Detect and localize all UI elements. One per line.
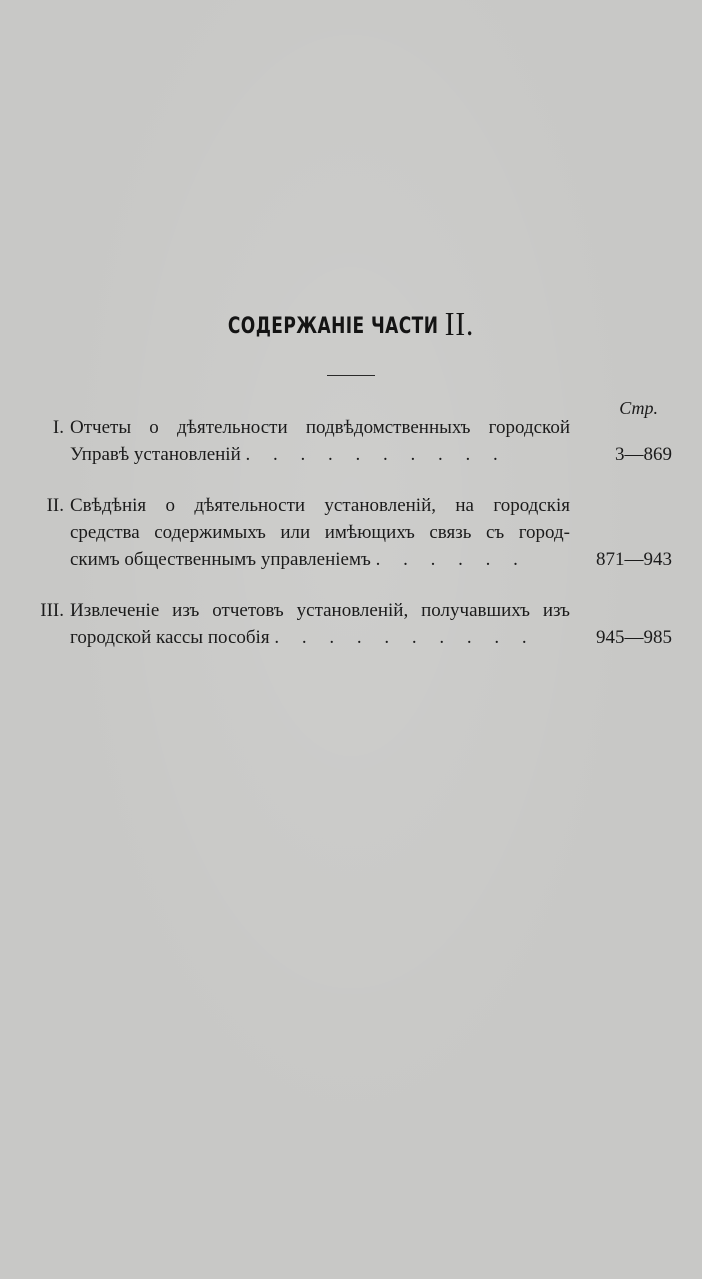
contents-heading-part-number: II. [444, 306, 475, 343]
toc-entry-title [70, 597, 570, 651]
toc-entry-title [70, 492, 570, 573]
dot-leaders: . . . . . . . . . . [245, 444, 507, 465]
toc-entry-pages: 945—985 [596, 627, 672, 648]
toc-entry-line: городской кассы пособія [70, 627, 270, 648]
contents-heading [49, 306, 653, 344]
toc-entry-title [70, 414, 570, 468]
toc-entry-line-with-leaders [70, 441, 570, 468]
toc-entry-line: скимъ общественнымъ управленіемъ [70, 549, 371, 570]
toc-entry-number: I. [52, 417, 64, 438]
toc-entry-number: III. [40, 600, 64, 621]
toc-entry-line-with-leaders [70, 624, 570, 651]
toc-entry-line-with-leaders [70, 546, 570, 573]
toc-entry-line: Свѣдѣнія о дѣятельности установленій, на городскія [70, 495, 570, 516]
toc-entry-number: II. [46, 495, 64, 516]
dot-leaders: . . . . . . . . . . [274, 627, 536, 648]
dot-leaders: . . . . . . [375, 549, 527, 570]
toc-entry-line: Управѣ установленій [70, 444, 241, 465]
toc-entry-line: Извлеченіе изъ отчетовъ установленій, получавшихъ изъ [70, 600, 570, 621]
toc-entry-pages: 871—943 [596, 549, 672, 570]
heading-divider [327, 375, 375, 376]
contents-heading-text: СОДЕРЖАНІЕ ЧАСТИ [227, 314, 439, 339]
toc-entry-line: Отчеты о дѣятельности подвѣдомственныхъ городской [70, 417, 570, 438]
toc-entry-pages: 3—869 [615, 444, 672, 465]
page-column-label: Стр. [619, 398, 658, 418]
toc-entry-line: средства содержимыхъ или имѣющихъ связь съ город- [70, 522, 570, 543]
